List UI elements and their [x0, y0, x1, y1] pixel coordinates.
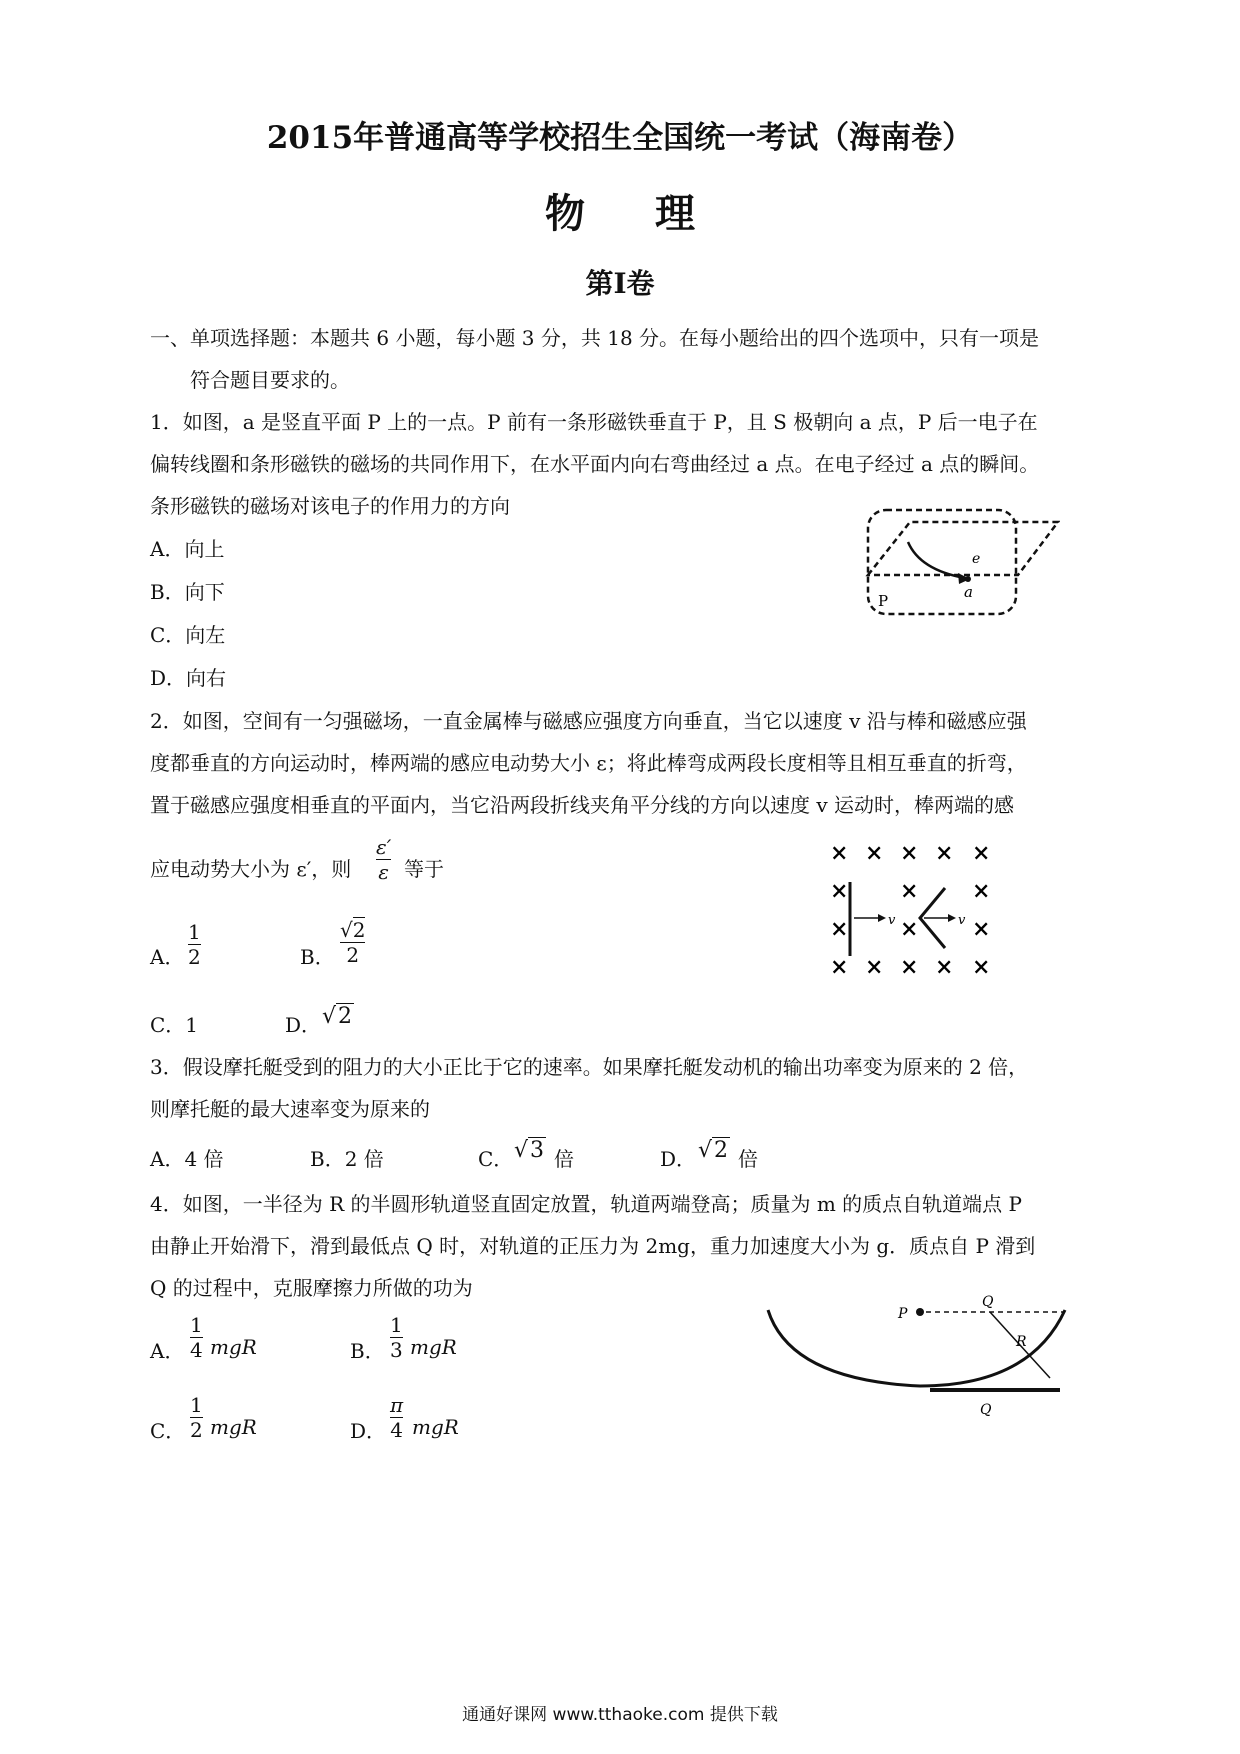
- q2-figure: [820, 840, 1010, 990]
- label-q-top: Q: [982, 1294, 994, 1310]
- q4-option-d-unit: mgR: [412, 1415, 459, 1439]
- q4-figure: [760, 1290, 1080, 1420]
- point-a-dot: [965, 576, 971, 582]
- q2-option-a-label: A．: [150, 945, 185, 969]
- q4-option-d-den: 4: [390, 1418, 403, 1442]
- field-cross: ×: [865, 954, 884, 980]
- field-cross: ×: [900, 916, 919, 942]
- label-e: e: [972, 551, 981, 567]
- label-v2: v: [958, 913, 966, 928]
- electron-path: [908, 542, 965, 578]
- q4-option-a-num: 1: [190, 1313, 203, 1337]
- q4-option-b-unit: mgR: [410, 1335, 457, 1359]
- q4-option-d-num: π: [390, 1393, 404, 1417]
- q1-option-c: C．向左: [150, 623, 226, 647]
- q4-option-a-unit: mgR: [210, 1335, 257, 1359]
- q3-option-a: A．4 倍: [150, 1147, 224, 1171]
- field-cross: ×: [972, 840, 991, 866]
- horizontal-plane: [868, 522, 1058, 575]
- q2-line4-pre: 应电动势大小为 ε′，则: [150, 857, 352, 881]
- label-p: P: [878, 592, 889, 610]
- q1-option-d: D．向右: [150, 666, 227, 690]
- q2-option-a-num: 1: [188, 920, 201, 944]
- q2-ratio-numerator: ε′: [376, 835, 392, 859]
- q2-option-b-value: [340, 918, 365, 967]
- q4-option-b-den: 3: [390, 1338, 403, 1362]
- exam-title: 2015年普通高等学校招生全国统一考试（海南卷）: [266, 120, 974, 156]
- label-q-bottom: Q: [980, 1402, 992, 1418]
- q4-line1: 4．如图，一半径为 R 的半圆形轨道竖直固定放置，轨道两端登高；质量为 m 的质点自轨道端点 P: [150, 1192, 1022, 1216]
- q3-line1: 3．假设摩托艇受到的阻力的大小正比于它的速率。如果摩托艇发动机的输出功率变为原来的 2 倍，: [150, 1055, 1029, 1079]
- q1-line3: 条形磁铁的磁场对该电子的作用力的方向: [150, 494, 510, 518]
- q4-line2: 由静止开始滑下，滑到最低点 Q 时，对轨道的正压力为 2mg，重力加速度大小为 g．质点自 P 滑到: [150, 1234, 1036, 1258]
- q2-option-d-value: √2: [322, 1004, 353, 1029]
- q2-option-b-rad: 2: [352, 918, 366, 942]
- q4-option-b-label: B．: [350, 1339, 385, 1363]
- field-cross: ×: [900, 878, 919, 904]
- label-r: R: [1016, 1334, 1027, 1350]
- q2-ratio: [376, 835, 391, 884]
- q1-line1: 1．如图，a 是竖直平面 P 上的一点。P 前有一条形磁铁垂直于 P，且 S 极朝向 a 点，P 后一电子在: [150, 410, 1038, 434]
- magnetic-field-crosses: [830, 840, 990, 980]
- field-cross: ×: [830, 916, 849, 942]
- field-cross: ×: [830, 840, 849, 866]
- q2-option-a-den: 2: [188, 945, 201, 969]
- field-cross: ×: [972, 916, 991, 942]
- q1-figure: [860, 500, 1060, 620]
- q2-option-d-rad: 2: [338, 1004, 353, 1029]
- magnet-outline: [868, 510, 1016, 614]
- arrow-head-2-icon: [948, 914, 956, 922]
- q4-option-a-frac: [190, 1313, 203, 1362]
- q3-option-d-unit: 倍: [738, 1147, 758, 1171]
- q2-ratio-denominator: ε: [378, 860, 389, 884]
- q2-line2: 度都垂直的方向运动时，棒两端的感应电动势大小 ε；将此棒弯成两段长度相等且相互垂直的折弯，: [150, 751, 1027, 775]
- field-cross: ×: [865, 840, 884, 866]
- q3-line2: 则摩托艇的最大速率变为原来的: [150, 1097, 430, 1121]
- q4-option-c-unit: mgR: [210, 1415, 257, 1439]
- q4-option-a-label: A．: [150, 1339, 185, 1363]
- q3-option-b: B．2 倍: [310, 1147, 384, 1171]
- field-cross: ×: [935, 954, 954, 980]
- field-cross: ×: [972, 954, 991, 980]
- label-p: P: [898, 1306, 908, 1322]
- q3-option-c-unit: 倍: [554, 1147, 574, 1171]
- section-heading-line2: 符合题目要求的。: [190, 368, 350, 392]
- section-heading-line1: 一、单项选择题：本题共 6 小题，每小题 3 分，共 18 分。在每小题给出的四个选项中，只有一项是: [150, 326, 1040, 350]
- point-p-dot: [916, 1308, 924, 1316]
- q1-option-a: A．向上: [150, 537, 225, 561]
- q2-option-a-value: [188, 920, 201, 969]
- q2-option-b-label: B．: [300, 945, 335, 969]
- label-v1: v: [888, 913, 896, 928]
- field-cross: ×: [830, 954, 849, 980]
- q4-option-c-num: 1: [190, 1393, 203, 1417]
- q2-option-b-den: 2: [346, 943, 360, 967]
- field-cross: ×: [830, 878, 849, 904]
- q4-option-c-frac: [190, 1393, 203, 1442]
- subject-title: 物理: [545, 190, 765, 237]
- q4-line3: Q 的过程中，克服摩擦力所做的功为: [150, 1276, 473, 1300]
- q2-option-b-num: √2: [340, 918, 366, 942]
- q3-option-d-rad: 2: [714, 1138, 729, 1163]
- q3-option-c-rad: 3: [530, 1138, 545, 1163]
- q4-option-a-den: 4: [190, 1338, 203, 1362]
- field-cross: ×: [900, 840, 919, 866]
- arrow-head-1-icon: [878, 914, 886, 922]
- q4-option-b-num: 1: [390, 1313, 403, 1337]
- q3-option-d-label: D．: [660, 1147, 697, 1171]
- volume-title: 第I卷: [585, 267, 655, 300]
- q4-option-b-frac: [390, 1313, 403, 1362]
- q2-line3: 置于磁感应强度相垂直的平面内，当它沿两段折线夹角平分线的方向以速度 v 运动时，棒两端的感: [150, 793, 1015, 817]
- field-cross: ×: [935, 840, 954, 866]
- q3-option-d-value: √2: [698, 1138, 729, 1163]
- q1-line2: 偏转线圈和条形磁铁的磁场的共同作用下，在水平面内向右弯曲经过 a 点。在电子经过 a 点的瞬间。: [150, 452, 1040, 476]
- q3-option-c-label: C．: [478, 1147, 514, 1171]
- page-footer: 通通好课网 www.tthaoke.com 提供下载: [462, 1705, 778, 1725]
- q2-line4-post: 等于: [404, 857, 444, 881]
- q2-option-c: C．1: [150, 1013, 199, 1037]
- q4-option-d-label: D．: [350, 1419, 387, 1443]
- q2-line1: 2．如图，空间有一匀强磁场，一直金属棒与磁感应强度方向垂直，当它以速度 v 沿与棒和磁感应强: [150, 709, 1027, 733]
- q4-option-c-den: 2: [190, 1418, 203, 1442]
- q4-option-c-label: C．: [150, 1419, 186, 1443]
- field-cross: ×: [972, 878, 991, 904]
- field-cross: ×: [900, 954, 919, 980]
- label-a: a: [964, 583, 973, 601]
- q4-option-d-frac: [390, 1393, 403, 1442]
- q1-option-b: B．向下: [150, 580, 225, 604]
- q2-option-d-label: D．: [285, 1013, 322, 1037]
- q3-option-c-value: √3: [514, 1138, 545, 1163]
